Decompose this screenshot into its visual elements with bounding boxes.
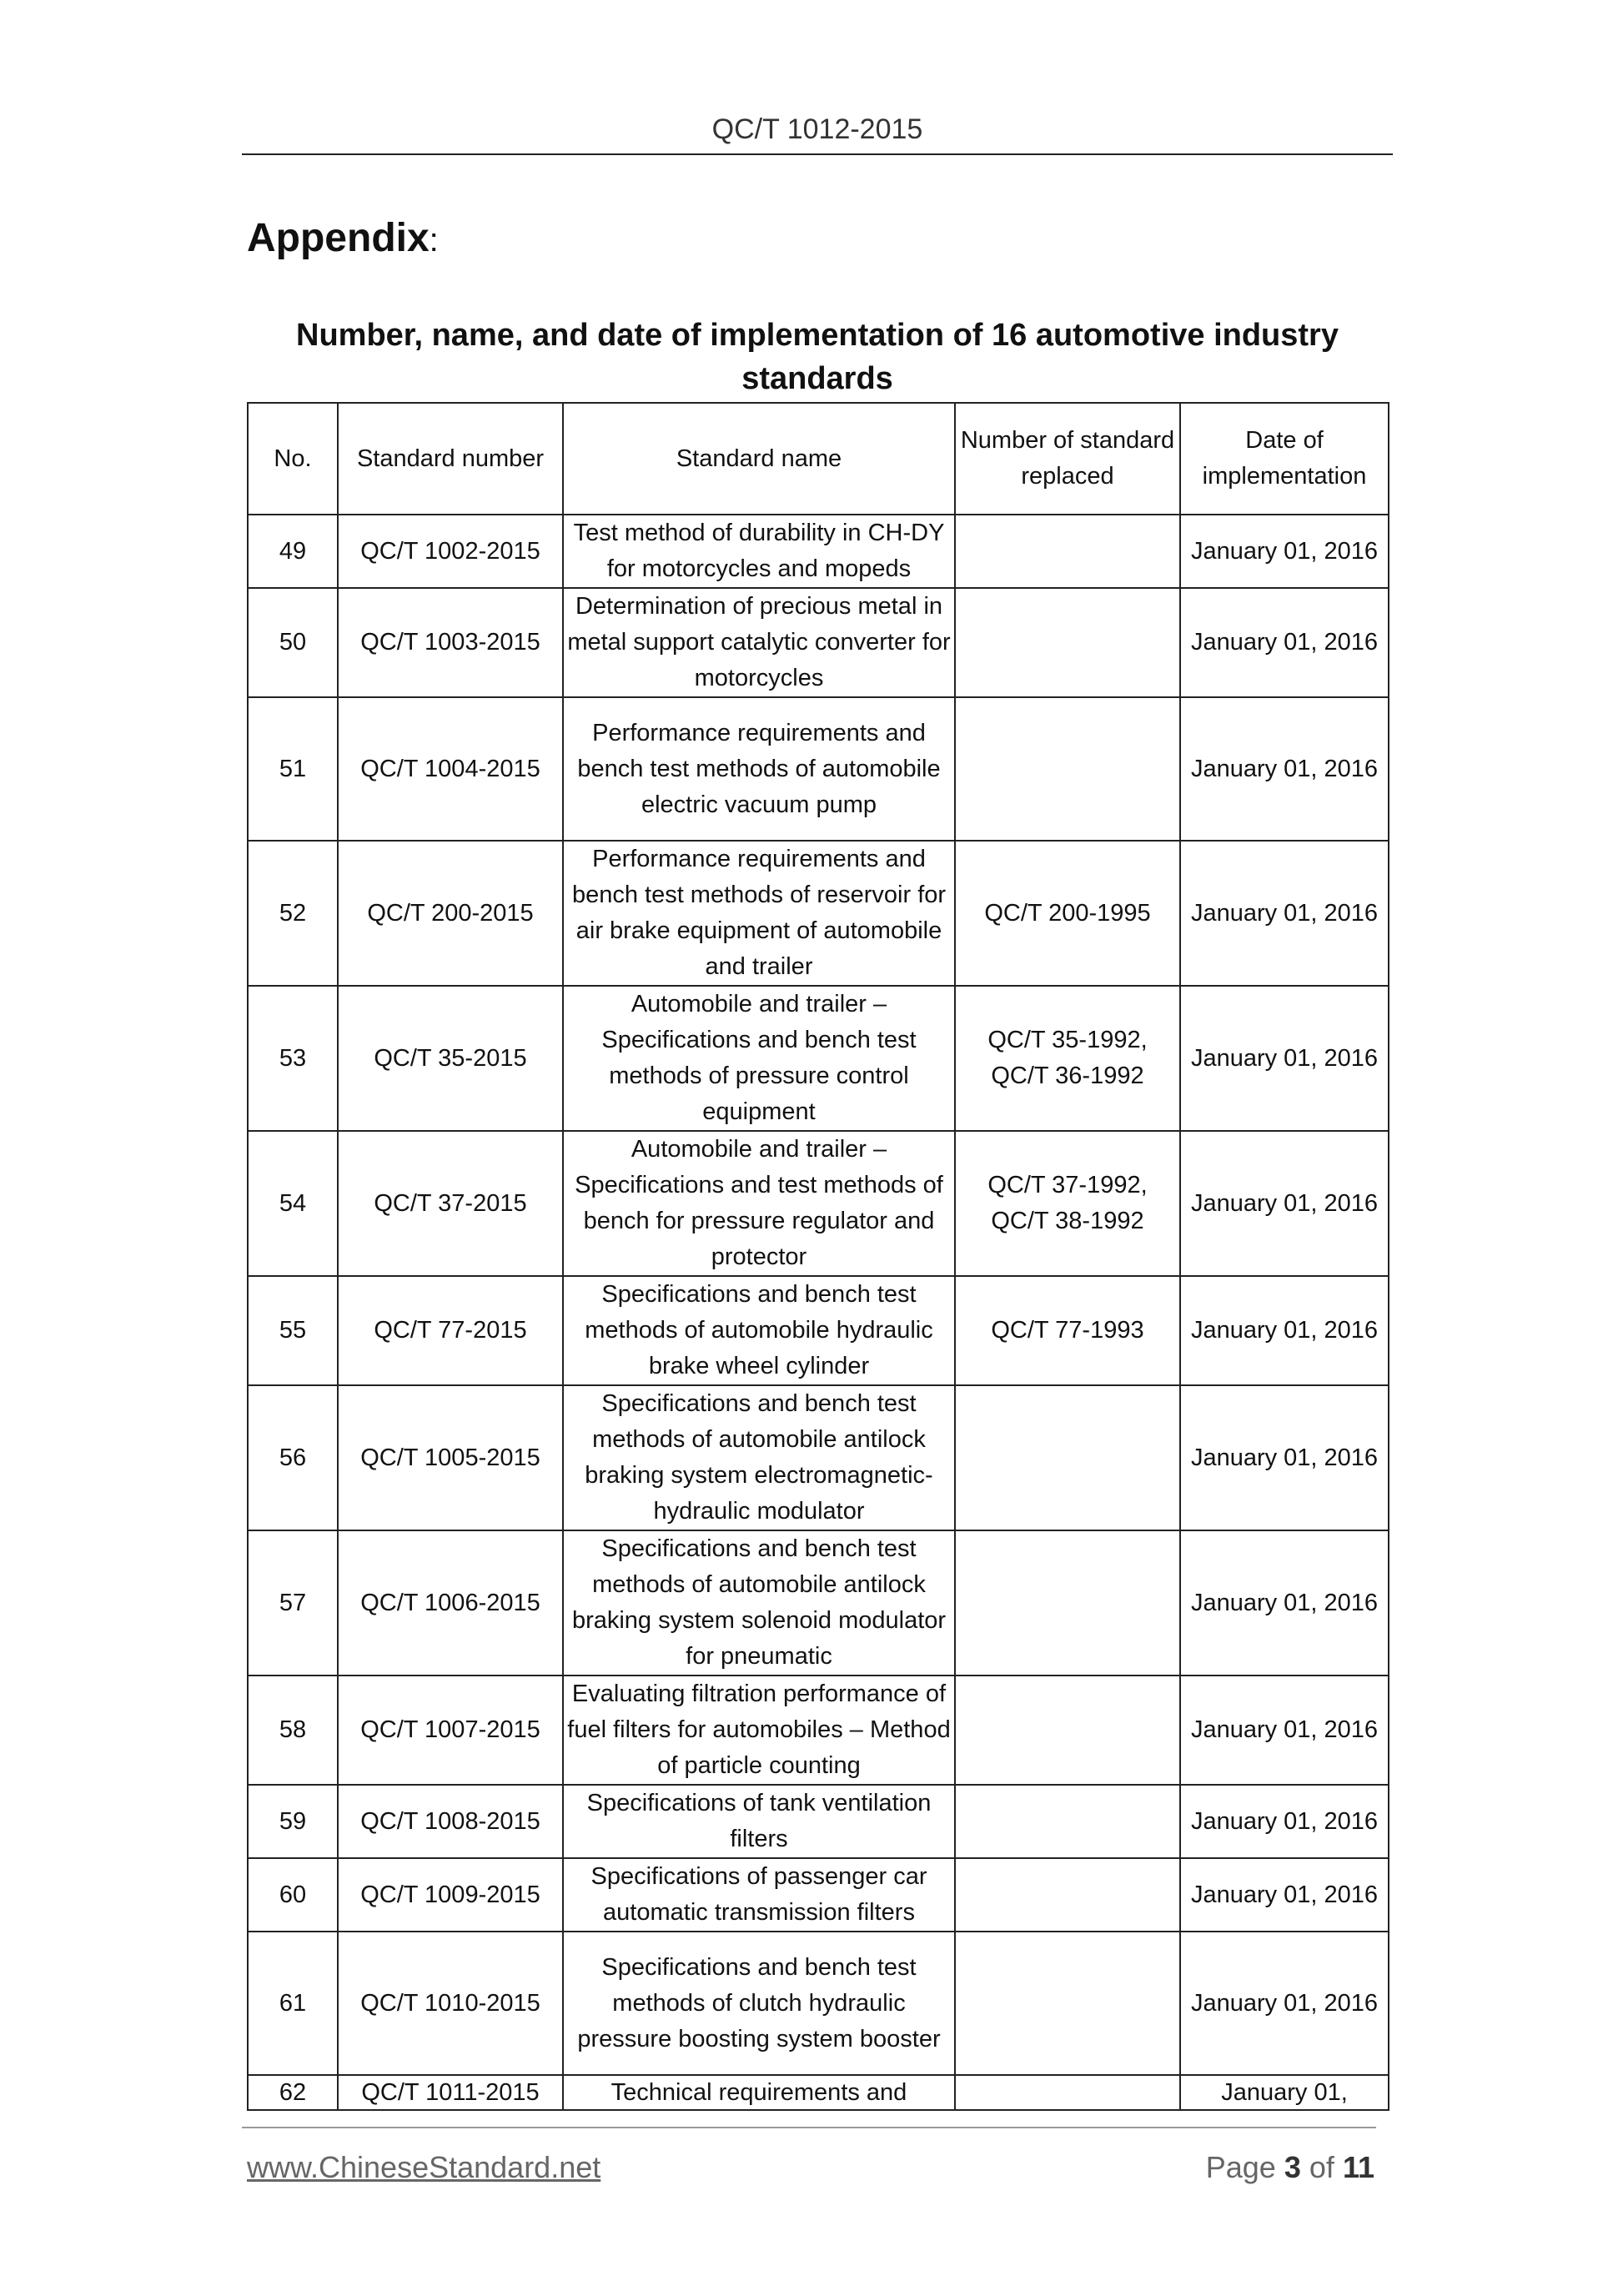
appendix-title: Appendix [247,216,430,260]
header-divider [242,153,1393,155]
cell-date: January 01, 2016 [1180,841,1389,986]
table-row [248,697,1389,841]
table-row [248,1858,1389,1932]
cell-replaced: QC/T 35-1992, QC/T 36-1992 [955,986,1180,1131]
page-total: 11 [1342,2150,1374,2184]
cell-date: January 01, [1180,2075,1389,2110]
cell-replaced [955,588,1180,697]
cell-standard-number: QC/T 1002-2015 [338,515,563,588]
cell-no: 55 [248,1276,338,1385]
cell-date: January 01, 2016 [1180,1131,1389,1276]
table-row [248,2075,1389,2110]
table-row [248,1385,1389,1530]
cell-standard-name: Test method of durability in CH-DY for motorcycles and mopeds [563,515,955,588]
cell-standard-number: QC/T 1005-2015 [338,1385,563,1530]
cell-standard-name: Performance requirements and bench test methods of reservoir for air brake equipment of automobile and trailer [563,841,955,986]
cell-standard-name: Specifications and bench test methods of automobile hydraulic brake wheel cylinder [563,1276,955,1385]
cell-standard-name: Performance requirements and bench test methods of automobile electric vacuum pump [563,697,955,841]
cell-standard-name: Specifications and bench test methods of automobile antilock braking system electromagnetic-hydraulic modulator [563,1385,955,1530]
table-row [248,1276,1389,1385]
cell-no: 60 [248,1858,338,1932]
header-no: No. [248,403,338,515]
table-row [248,588,1389,697]
appendix-colon: : [429,222,439,259]
cell-standard-number: QC/T 37-2015 [338,1131,563,1276]
cell-date: January 01, 2016 [1180,1276,1389,1385]
cell-no: 56 [248,1385,338,1530]
cell-standard-number: QC/T 1007-2015 [338,1676,563,1785]
table-row [248,1131,1389,1276]
page-indicator [1206,2150,1374,2185]
cell-no: 52 [248,841,338,986]
cell-standard-name: Automobile and trailer – Specifications and test methods of bench for pressure regulator and protector [563,1131,955,1276]
header-standard-number: Standard number [338,403,563,515]
cell-replaced: QC/T 77-1993 [955,1276,1180,1385]
cell-date: January 01, 2016 [1180,1932,1389,2075]
cell-standard-number: QC/T 200-2015 [338,841,563,986]
table-row [248,1932,1389,2075]
cell-no: 49 [248,515,338,588]
page-header: QC/T 1012-2015 [711,113,923,145]
cell-standard-number: QC/T 1003-2015 [338,588,563,697]
cell-date: January 01, 2016 [1180,697,1389,841]
cell-standard-name: Specifications and bench test methods of clutch hydraulic pressure boosting system booster [563,1932,955,2075]
cell-no: 58 [248,1676,338,1785]
cell-replaced [955,515,1180,588]
cell-no: 54 [248,1131,338,1276]
cell-replaced [955,697,1180,841]
cell-standard-name: Specifications of passenger car automatic transmission filters [563,1858,955,1932]
cell-replaced: QC/T 37-1992, QC/T 38-1992 [955,1131,1180,1276]
table-row [248,986,1389,1131]
header-standard-name: Standard name [563,403,955,515]
cell-date: January 01, 2016 [1180,588,1389,697]
page-of: of [1309,2150,1334,2184]
cell-date: January 01, 2016 [1180,1676,1389,1785]
cell-no: 53 [248,986,338,1131]
cell-standard-number: QC/T 1008-2015 [338,1785,563,1858]
cell-standard-number: QC/T 1006-2015 [338,1530,563,1676]
cell-replaced [955,1530,1180,1676]
footer-divider [242,2127,1376,2128]
cell-standard-number: QC/T 77-2015 [338,1276,563,1385]
table-row [248,1676,1389,1785]
cell-standard-name: Technical requirements and [563,2075,955,2110]
cell-replaced [955,1676,1180,1785]
standards-table [247,402,1389,2111]
site-link[interactable]: www.ChineseStandard.net [247,2150,601,2184]
cell-replaced: QC/T 200-1995 [955,841,1180,986]
page-label: Page [1205,2150,1276,2184]
cell-replaced [955,1385,1180,1530]
cell-date: January 01, 2016 [1180,986,1389,1131]
cell-no: 59 [248,1785,338,1858]
cell-replaced [955,2075,1180,2110]
cell-replaced [955,1932,1180,2075]
cell-no: 57 [248,1530,338,1676]
cell-standard-name: Evaluating filtration performance of fuel filters for automobiles – Method of particle counting [563,1676,955,1785]
table-caption: Number, name, and date of implementation of 16 automotive industry standards [296,318,1339,396]
appendix-heading [247,215,439,261]
cell-replaced [955,1785,1180,1858]
cell-standard-number: QC/T 1004-2015 [338,697,563,841]
cell-standard-number: QC/T 1011-2015 [338,2075,563,2110]
cell-date: January 01, 2016 [1180,515,1389,588]
cell-no: 61 [248,1932,338,2075]
cell-replaced [955,1858,1180,1932]
table-row [248,515,1389,588]
cell-standard-name: Specifications of tank ventilation filters [563,1785,955,1858]
cell-standard-name: Automobile and trailer – Specifications and bench test methods of pressure control equipment [563,986,955,1131]
cell-standard-number: QC/T 1009-2015 [338,1858,563,1932]
table-row [248,1530,1389,1676]
cell-standard-name: Determination of precious metal in metal support catalytic converter for motorcycles [563,588,955,697]
cell-standard-number: QC/T 1010-2015 [338,1932,563,2075]
cell-no: 51 [248,697,338,841]
cell-date: January 01, 2016 [1180,1385,1389,1530]
header-replaced: Number of standard replaced [955,403,1180,515]
page-current: 3 [1284,2150,1301,2184]
cell-date: January 01, 2016 [1180,1858,1389,1932]
cell-no: 62 [248,2075,338,2110]
table-row [248,1785,1389,1858]
cell-date: January 01, 2016 [1180,1785,1389,1858]
cell-no: 50 [248,588,338,697]
cell-standard-number: QC/T 35-2015 [338,986,563,1131]
table-header-row [248,403,1389,515]
cell-standard-name: Specifications and bench test methods of automobile antilock braking system solenoid modulator for pneumatic [563,1530,955,1676]
header-date: Date of implementation [1180,403,1389,515]
cell-date: January 01, 2016 [1180,1530,1389,1676]
table-row [248,841,1389,986]
